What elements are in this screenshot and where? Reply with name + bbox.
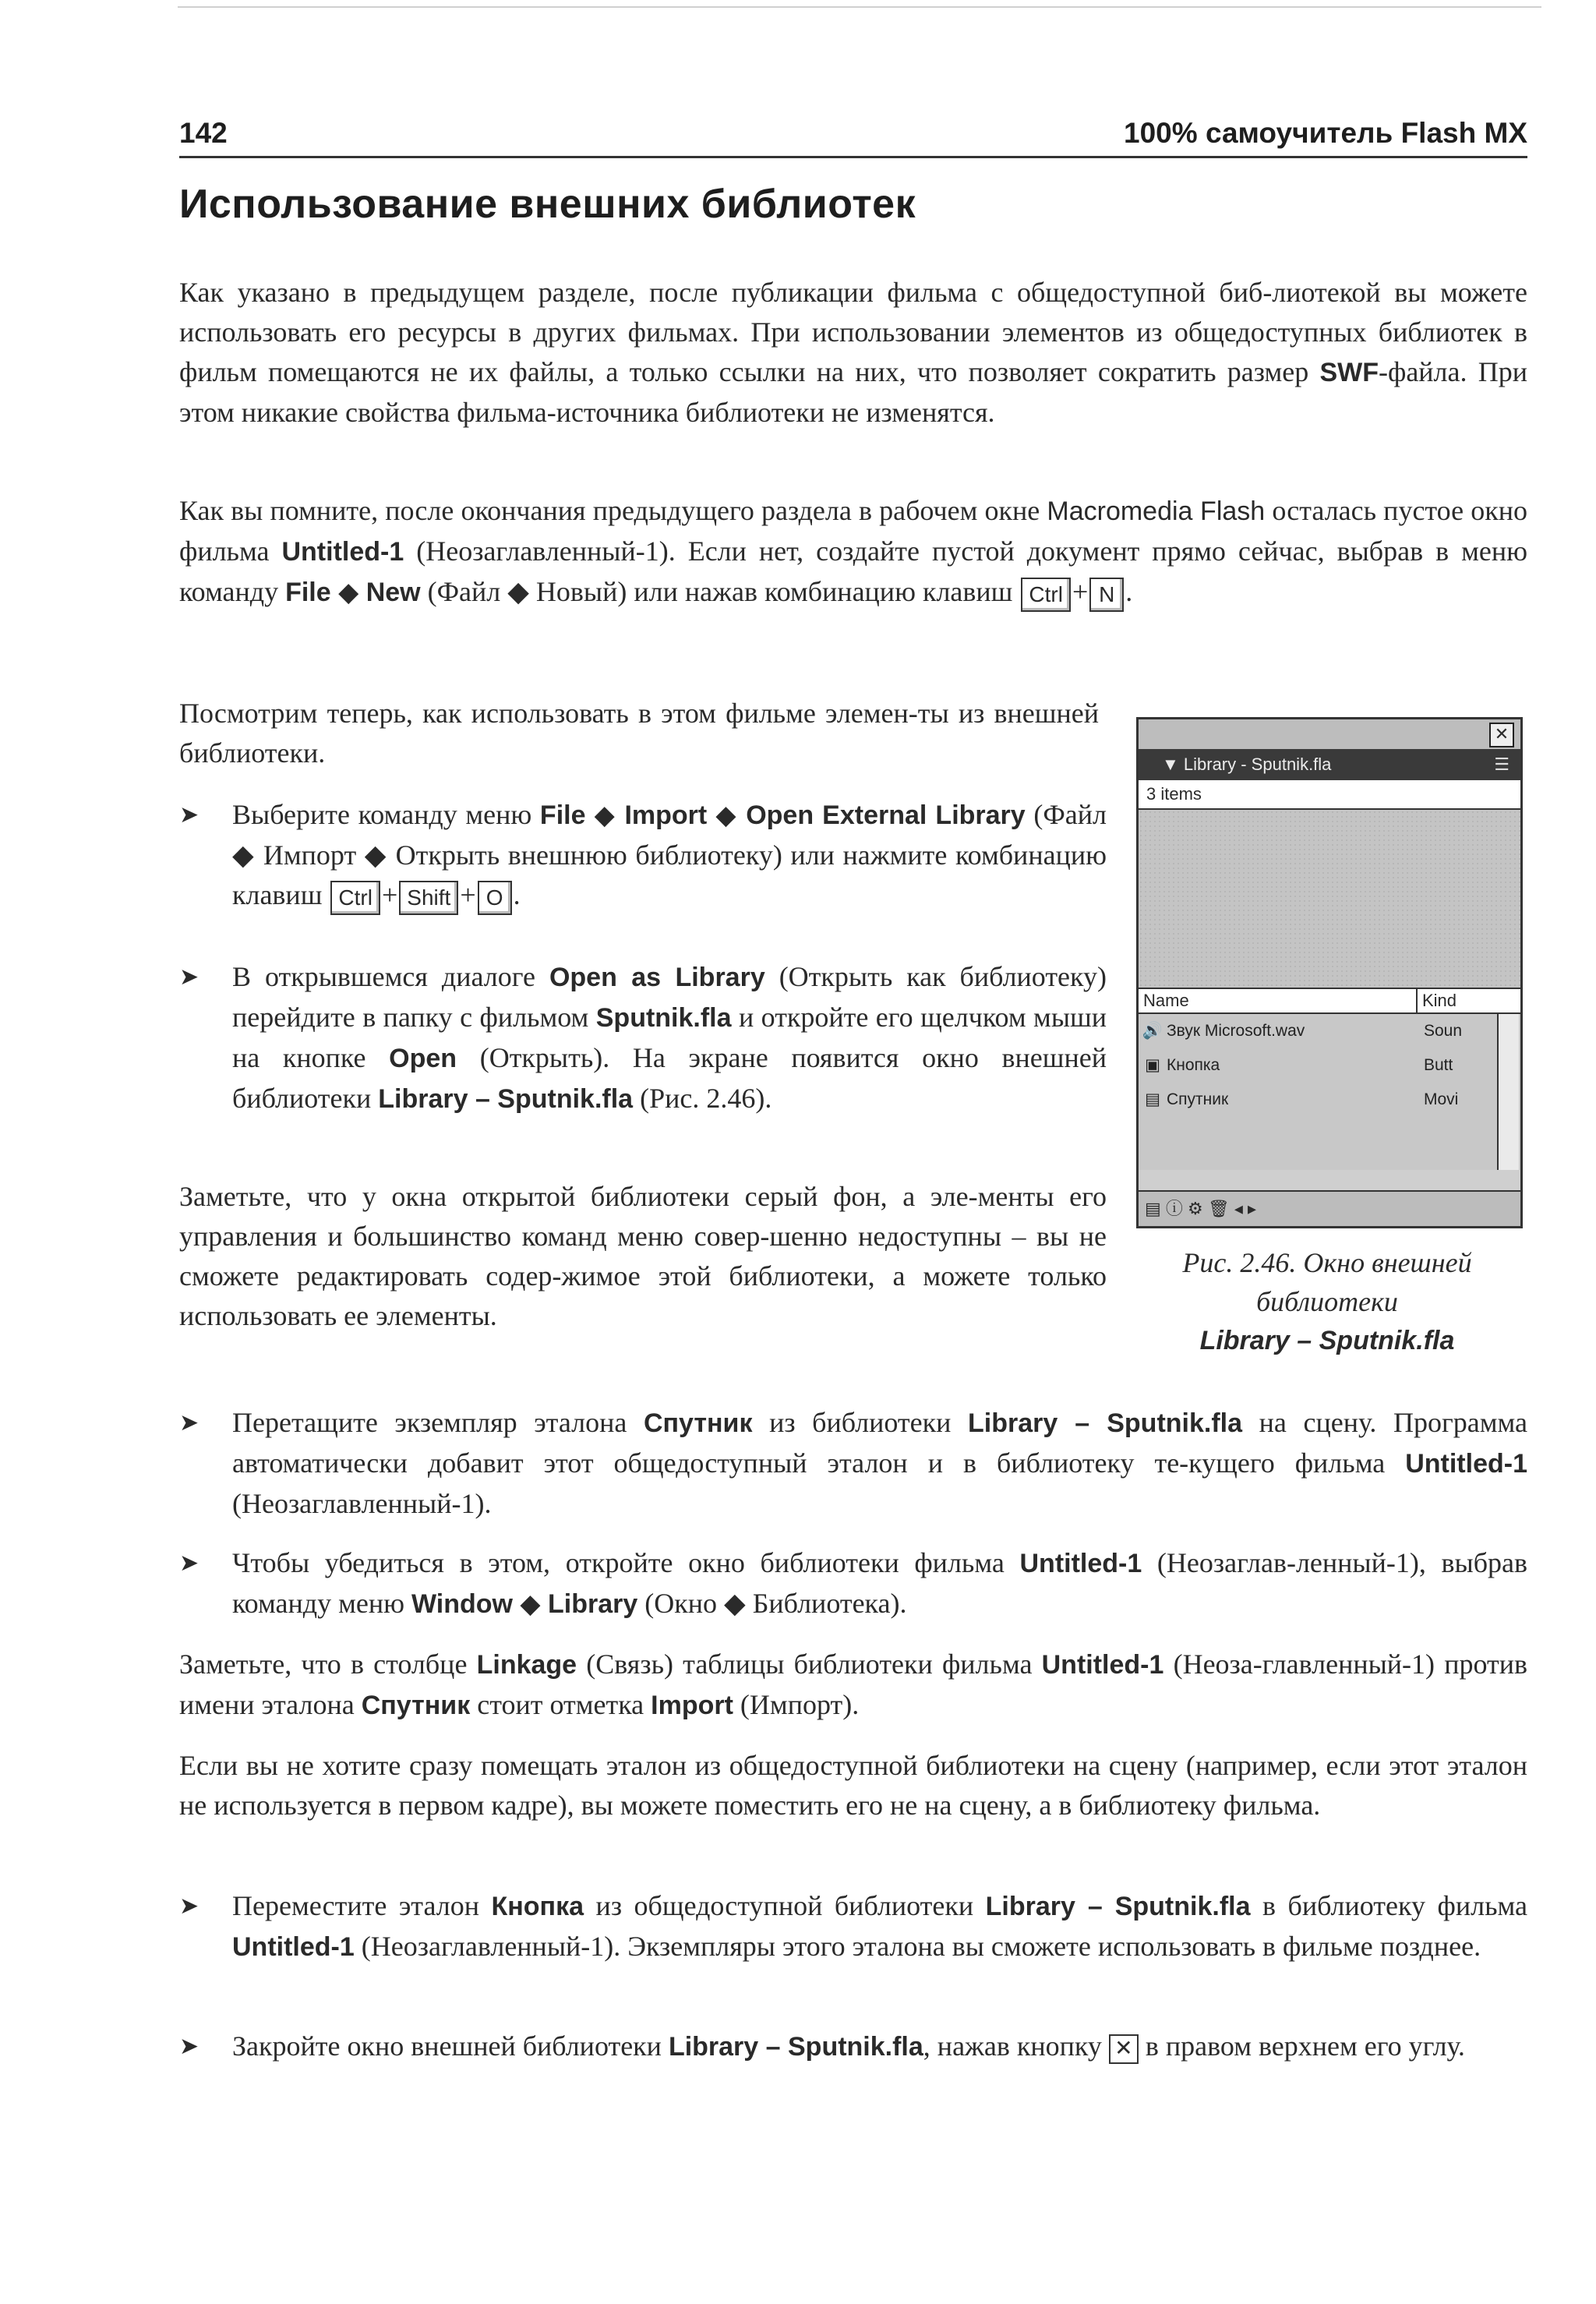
item-count: 3 items <box>1139 780 1520 810</box>
bullet-arrow-icon: ➤ <box>179 1893 200 1919</box>
ctrl-key: Ctrl <box>330 881 380 915</box>
paragraph-4: Заметьте, что у окна открытой библиотеки серый фон, а эле-менты его управления и большинство команд меню совер-шенно недоступны – вы не сможете редактировать содер-жимое этой библиотеки, а можете только использовать ее элементы. <box>179 1181 1107 1331</box>
page-number: 142 <box>179 117 228 149</box>
paragraph-2: Как вы помните, после окончания предыдущего раздела в рабочем окне Macromedia Flash осталась пустое окно фильма Untitled-1 (Неозаглавленный-1). Если нет, создайте пустой документ прямо сейчас, выбрав в меню команду File ◆ New (Файл ◆ Новый) или нажав комбинацию клавиш Ctrl + N . <box>179 491 1527 613</box>
ctrl-key: Ctrl <box>1021 578 1071 612</box>
column-kind[interactable]: Kind <box>1422 991 1457 1010</box>
bullet-6: ➤ Закройте окно внешней библиотеки Library – Sputnik.fla, нажав кнопку ✕ в правом верхнем его углу. <box>179 2027 1527 2067</box>
list-item[interactable]: ▤ Спутник Movi <box>1139 1083 1520 1117</box>
bullet-arrow-icon: ➤ <box>179 964 200 990</box>
figure-caption: Рис. 2.46. Окно внешней библиотеки Library – Sputnik.fla <box>1182 1247 1472 1355</box>
library-toolbar[interactable]: ▤ ⓘ ⚙ 🗑 ◂ ▸ <box>1139 1190 1520 1226</box>
top-scan-line <box>178 6 1541 8</box>
window-titlebar <box>1139 719 1520 749</box>
bullet-2: ➤ В открывшемся диалоге Open as Library (Открыть как библиотеку) перейдите в папку с фильмом Sputnik.fla и откройте его щелчком мыши на кнопке Open (Открыть). На экране появится окно внешней библиотеки Library – Sputnik.fla (Рис. 2.46). <box>179 957 1107 1119</box>
running-header <box>179 117 1527 150</box>
options-menu-icon[interactable]: ☰ <box>1494 754 1509 774</box>
o-key: O <box>478 881 512 915</box>
sound-icon: 🔊 <box>1142 1022 1163 1040</box>
bullet-1: ➤ Выберите команду меню File ◆ Import ◆ Open External Library (Файл ◆ Импорт ◆ Открыть внешнюю библиотеку) или нажмите комбинацию клавиш Ctrl + Shift + O . <box>179 795 1107 915</box>
bullet-arrow-icon: ➤ <box>179 2034 200 2059</box>
close-icon: ✕ <box>1109 2034 1139 2064</box>
bullet-5: ➤ Переместите эталон Кнопка из общедоступной библиотеки Library – Sputnik.fla в библиотеку фильма Untitled-1 (Неозаглавленный-1). Экземпляры этого эталона вы сможете использовать в фильме позднее. <box>179 1886 1527 1967</box>
vertical-scrollbar[interactable] <box>1497 1014 1519 1170</box>
book-title: 100% самоучитель Flash MX <box>1124 117 1527 149</box>
bullet-arrow-icon: ➤ <box>179 1410 200 1436</box>
library-items <box>1139 1014 1520 1170</box>
column-headers <box>1139 989 1520 1014</box>
paragraph-1: Как указано в предыдущем разделе, после публикации фильма с общедоступной биб-лиотекой вы можете использовать его ресурсы в других фильмах. При использовании элементов из общедоступных библиотек в фильм помещаются не их файлы, а только ссылки на них, что позволяет сократить размер SWF-файла. При этом никакие свойства фильма-источника библиотеки не изменятся. <box>179 277 1528 428</box>
list-item[interactable]: ▣ Кнопка Butt <box>1139 1048 1520 1083</box>
library-window-figure <box>1136 717 1523 1228</box>
shift-key: Shift <box>399 881 458 915</box>
section-title: Использование внешних библиотек <box>179 182 916 227</box>
header-rule <box>179 156 1527 158</box>
column-name[interactable]: Name <box>1139 989 1418 1012</box>
paragraph-5: Заметьте, что в столбце Linkage (Связь) таблицы библиотеки фильма Untitled-1 (Неоза-главленный-1) против имени эталона Спутник стоит отметка Import (Импорт). <box>179 1648 1527 1720</box>
library-panel-title[interactable]: ▼ Library - Sputnik.fla ☰ <box>1139 749 1520 780</box>
paragraph-3: Посмотрим теперь, как использовать в этом фильме элемен-ты из внешней библиотеки. <box>179 698 1099 769</box>
button-symbol-icon: ▣ <box>1145 1056 1160 1074</box>
close-icon[interactable]: ✕ <box>1489 723 1514 747</box>
bullet-arrow-icon: ➤ <box>179 802 200 828</box>
bullet-arrow-icon: ➤ <box>179 1550 200 1576</box>
bullet-4: ➤ Чтобы убедиться в этом, откройте окно библиотеки фильма Untitled-1 (Неозаглав-ленный-1), выбрав команду меню Window ◆ Library (Окно ◆ Библиотека). <box>179 1543 1527 1624</box>
bullet-3: ➤ Перетащите экземпляр эталона Спутник из библиотеки Library – Sputnik.fla на сцену. Программа автоматически добавит этот общедоступный эталон и в библиотеку те-кущего фильма Untitled-1 (Неозаглавленный-1). <box>179 1403 1527 1524</box>
n-key: N <box>1089 578 1124 612</box>
movie-clip-icon: ▤ <box>1145 1090 1160 1108</box>
list-item[interactable]: 🔊 Звук Microsoft.wav Soun <box>1139 1014 1520 1048</box>
paragraph-6: Если вы не хотите сразу помещать эталон из общедоступной библиотеки на сцену (например, если этот эталон не используется в первом кадре), вы можете поместить его не на сцену, а в библиотеку фильма. <box>179 1750 1527 1821</box>
preview-pane <box>1139 810 1520 989</box>
